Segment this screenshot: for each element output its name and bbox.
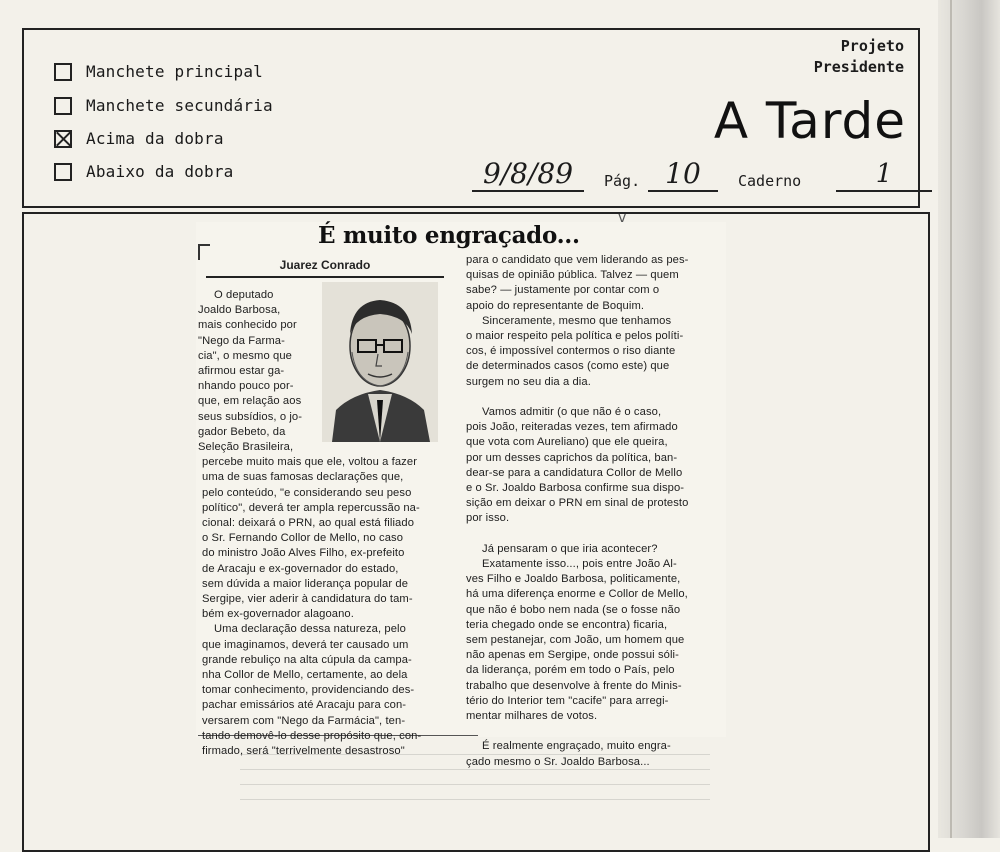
- article-text-line: não apenas em Sergipe, onde possui sóli-: [466, 649, 679, 662]
- article-text-line: nha Collor de Mello, certamente, ao dela: [202, 669, 408, 681]
- article-text-line: çado mesmo o Sr. Joaldo Barbosa...: [466, 755, 650, 768]
- checkbox-label: Manchete secundária: [86, 96, 273, 115]
- article-text-line: por um desses caprichos da política, ban-: [466, 451, 678, 464]
- article-headline: É muito engraçado...: [318, 222, 580, 249]
- checkbox-row-manchete-principal: [54, 62, 263, 81]
- article-text-line: de determinados casos (como este) que: [466, 360, 670, 373]
- article-text-line: grande rebuliço na alta cúpula da campa-: [202, 653, 412, 666]
- date-field[interactable]: 9/8/89: [472, 158, 584, 192]
- article-text-line: sição em deixar o PRN em sinal de protesto: [466, 497, 689, 510]
- article-text-line: Joaldo Barbosa,: [198, 304, 281, 317]
- article-text-line: versarem com "Nego da Farmácia", ten-: [202, 714, 406, 727]
- article-text-line: que imaginamos, deverá ter causado um: [202, 638, 409, 651]
- article-text-line: gador Bebeto, da: [198, 425, 286, 438]
- article-text-line: Já pensaram o que iria acontecer?: [482, 542, 658, 555]
- article-text-line: que, em relação aos: [198, 395, 302, 408]
- checkbox-row-manchete-secundaria: [54, 96, 273, 115]
- article-text-line: há uma diferença enorme e Collor de Mello,: [466, 588, 688, 601]
- byline-rule: [206, 276, 444, 278]
- project-line-2: Presidente: [813, 58, 904, 76]
- checkbox-manchete-secundaria[interactable]: [54, 97, 72, 115]
- article-text-line: Sergipe, vier aderir à candidatura do tam-: [202, 593, 413, 605]
- clipping-corner-mark: [198, 244, 200, 260]
- article-text-line: teria chegado onde se encontra) ficaria,: [466, 618, 668, 631]
- article-text-line: Exatamente isso..., pois entre João Al-: [482, 558, 677, 570]
- page-edge-line: [950, 0, 952, 838]
- checkbox-acima-da-dobra[interactable]: [54, 130, 72, 148]
- article-text-line: afirmou estar ga-: [198, 365, 285, 377]
- article-text-line: que não é bobo nem nada (se o fosse não: [466, 603, 681, 616]
- article-text-line: que vota com Aureliano) que ele queira,: [466, 436, 668, 449]
- article-text-line: pachar emissários até Aracaju para con-: [202, 699, 407, 712]
- article-text-line: trabalho que desenvolve à frente do Minis-: [466, 679, 682, 692]
- article-text-line: tério do Interior tem "cacife" para arregi-: [466, 694, 669, 707]
- page-edge: [938, 0, 1000, 838]
- checkbox-row-abaixo-da-dobra: [54, 162, 234, 181]
- article-text-line: por isso.: [466, 512, 510, 525]
- article-text-line: Uma declaração dessa natureza, pelo: [214, 623, 406, 636]
- article-text-line: O deputado: [214, 289, 274, 301]
- article-text-line: dear-se para a candidatura Collor de Mello: [466, 466, 683, 479]
- article-text-line: "Nego da Farma-: [198, 334, 285, 347]
- newspaper-name: A Tarde: [713, 92, 906, 150]
- article-text-line: Vamos admitir (o que não é o caso,: [482, 406, 662, 418]
- article-text-line: surgem no seu dia a dia.: [466, 375, 591, 388]
- article-text-line: uma de suas famosas declarações que,: [202, 471, 404, 484]
- article-text-line: mais conhecido por: [198, 319, 297, 332]
- article-text-line: sabe? — justamente por contar com o: [466, 284, 660, 297]
- article-text-line: mentar milhares de votos.: [466, 710, 598, 722]
- article-text-line: apoio do representante de Boquim.: [466, 299, 645, 312]
- pen-mark: v: [618, 210, 627, 226]
- checkbox-label: Abaixo da dobra: [86, 162, 234, 181]
- article-text-line: Seleção Brasileira,: [198, 441, 294, 453]
- checkbox-abaixo-da-dobra[interactable]: [54, 163, 72, 181]
- article-text-line: pois João, reiteradas vezes, tem afirmado: [466, 421, 678, 434]
- article-text-line: para o candidato que vem liderando as pes-: [466, 254, 689, 266]
- project-line-1: Projeto: [840, 37, 904, 55]
- article-text-line: bém ex-governador alagoano.: [202, 608, 354, 621]
- article-text-line: percebe muito mais que ele, voltou a fazer: [202, 456, 418, 469]
- checkbox-label: Acima da dobra: [86, 129, 224, 148]
- article-text-line: cia", o mesmo que: [198, 349, 292, 362]
- article-text-line: cional: deixará o PRN, ao qual está filiado: [202, 517, 415, 529]
- article-text-line: tomar conhecimento, providenciando des-: [202, 684, 415, 697]
- checkbox-manchete-principal[interactable]: [54, 63, 72, 81]
- article-text-line: Sinceramente, mesmo que tenhamos: [482, 314, 672, 327]
- article-text-line: o Sr. Fernando Collor de Mello, no caso: [202, 532, 404, 545]
- checkbox-label: Manchete principal: [86, 62, 263, 81]
- article-text-line: sem pestanejar, com João, um homem que: [466, 634, 685, 646]
- bleed-through-text: [240, 745, 710, 805]
- article-text-line: nhando pouco por-: [198, 380, 294, 393]
- project-label: [814, 36, 904, 78]
- article-text-line: de Aracaju e ex-governador do estado,: [202, 562, 399, 575]
- article-text-line: e o Sr. Joaldo Barbosa confirme sua dispo-: [466, 482, 685, 494]
- page-number-field[interactable]: 10: [648, 158, 718, 192]
- article-text-line: da liderança, porém em todo o País, pelo: [466, 664, 675, 677]
- article-text-line: É realmente engraçado, muito engra-: [482, 740, 671, 753]
- page-label: Pág.: [604, 172, 641, 190]
- date-page-row: [464, 156, 912, 192]
- article-text-line: do ministro João Alves Filho, ex-prefeito: [202, 547, 405, 560]
- article-text-line: político", deverá ter ampla repercussão na-: [202, 501, 420, 514]
- section-label: Caderno: [738, 172, 802, 190]
- article-text-line: sem dúvida a maior liderança popular de: [202, 577, 409, 590]
- clipping-form-header: [22, 28, 920, 208]
- article-byline: Juarez Conrado: [279, 258, 371, 272]
- article-text-line: quisas de opinião pública. Talvez — quem: [466, 269, 679, 282]
- checkbox-row-acima-da-dobra: [54, 129, 224, 148]
- article-text-line: ves Filho e Joaldo Barbosa, politicamente,: [466, 573, 681, 586]
- section-number-field[interactable]: 1: [836, 158, 932, 192]
- article-text-line: tando demovê-lo desse propósito que, con-: [202, 729, 422, 742]
- article-text-line: seus subsídios, o jo-: [198, 410, 303, 423]
- author-portrait-image: [322, 282, 438, 442]
- article-text-line: pelo conteúdo, "e considerando seu peso: [202, 486, 412, 499]
- article-text-line: firmado, será "terrivelmente desastroso": [202, 745, 405, 757]
- article-text-line: cos, é impossível contermos o riso diante: [466, 345, 676, 358]
- article-text-line: o maior respeito pela política e pelos políti-: [466, 330, 684, 342]
